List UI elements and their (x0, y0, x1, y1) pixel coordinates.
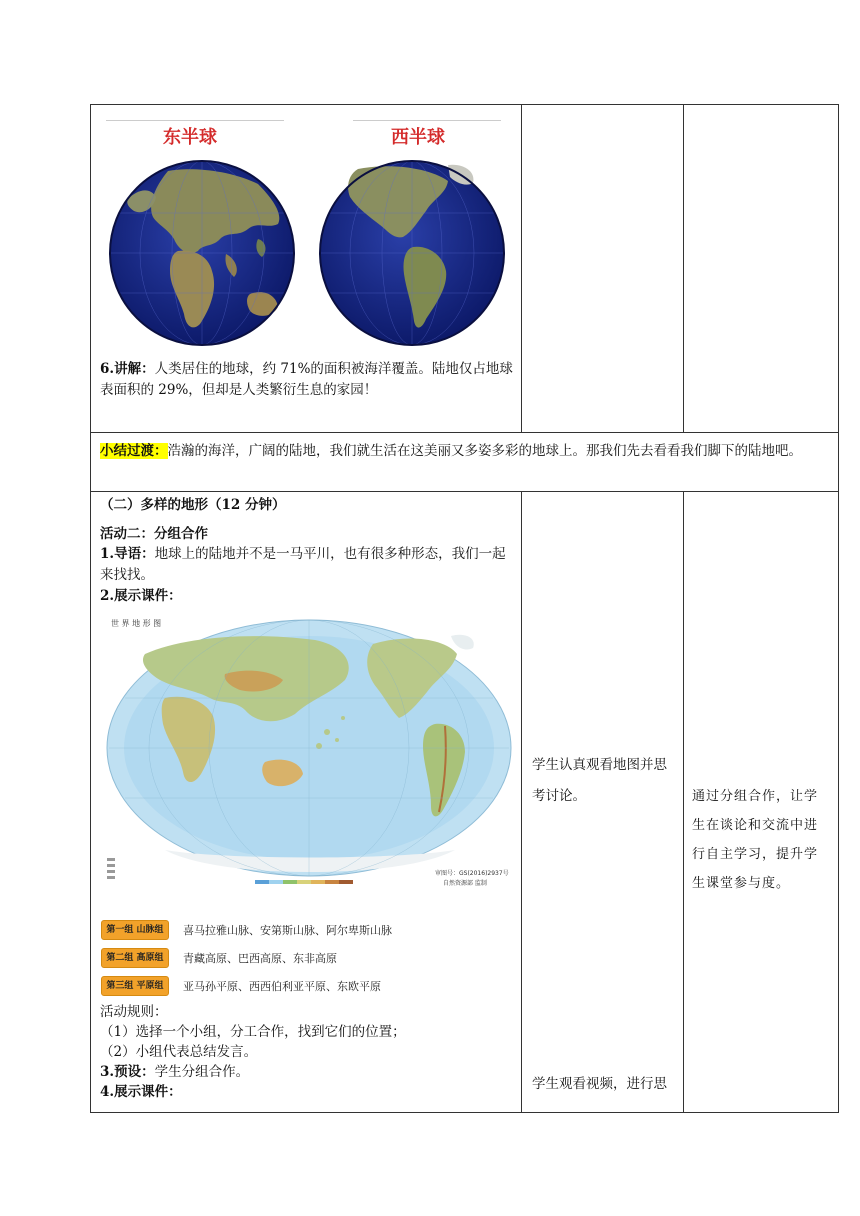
map-approval-number: 审图号：GS(2016)2937号 (435, 870, 509, 877)
activity-title: 活动二：分组合作 (100, 526, 208, 542)
step-3-paragraph (91, 1062, 255, 1083)
step-6-text: 人类居住的地球，约 71%的面积被海洋覆盖。陆地仅占地球表面积的 29%，但却是人类繁衍生息的家园！ (100, 361, 513, 398)
section-heading: （二）多样的地形（12 分钟） (100, 497, 286, 513)
step-1-paragraph (91, 544, 522, 586)
lesson-plan-table (90, 104, 839, 1113)
divider (353, 120, 501, 121)
table-row (91, 105, 839, 433)
group-badge: 第三组 平原组 (101, 976, 169, 996)
table-row (91, 492, 839, 1113)
map-issuer: 自然资源部 监制 (443, 880, 487, 887)
group-list (91, 916, 522, 1000)
rules-title: 活动规则： (100, 1004, 168, 1020)
teacher-activity-cell (91, 492, 522, 1113)
rule-2: （2）小组代表总结发言。 (100, 1044, 258, 1060)
group-badge: 第一组 山脉组 (101, 920, 169, 940)
design-intent-cell (684, 492, 839, 1113)
step-2-label: 2.展示课件： (100, 588, 182, 604)
group-item-plains (91, 972, 522, 1000)
rule-1: （1）选择一个小组，分工合作，找到它们的位置； (100, 1024, 406, 1040)
step-6-paragraph (91, 359, 522, 401)
west-hemisphere-title: 西半球 (391, 127, 445, 148)
step-1-text: 地球上的陆地并不是一马平川，也有很多种形态，我们一起来找找。 (100, 546, 506, 583)
step-6-label: 6.讲解： (100, 361, 155, 377)
map-title: 世 界 地 形 图 (111, 619, 162, 628)
design-intent-text: 通过分组合作，让学生在谈论和交流中进行自主学习，提升学生课堂参与度。 (692, 789, 819, 891)
group-targets: 亚马孙平原、西西伯利亚平原、东欧平原 (183, 980, 381, 993)
step-1-label: 1.导语： (100, 546, 155, 562)
transition-text: 浩瀚的海洋，广阔的陆地，我们就生活在这美丽又多姿多彩的地球上。那我们先去看看我们脚下的陆地吧。 (167, 443, 802, 459)
group-item-plateaus (91, 944, 522, 972)
world-terrain-map (105, 614, 513, 892)
east-hemisphere-globe (108, 159, 296, 347)
transition-label: 小结过渡： (100, 443, 168, 459)
student-activity-cell (522, 105, 684, 433)
step-3-text: 学生分组合作。 (154, 1064, 250, 1080)
transition-paragraph (91, 433, 838, 462)
transition-cell (91, 433, 839, 492)
east-hemisphere-title: 东半球 (163, 127, 217, 148)
table-row (91, 433, 839, 492)
group-badge: 第二组 高原组 (101, 948, 169, 968)
design-intent-cell (684, 105, 839, 433)
step-3-label: 3.预设： (100, 1064, 155, 1080)
west-hemisphere-globe (318, 159, 506, 347)
student-observe-text: 学生认真观看地图并思考讨论。 (532, 757, 667, 804)
group-targets: 青藏高原、巴西高原、东非高原 (183, 952, 337, 965)
elevation-legend (255, 880, 353, 884)
student-activity-cell (522, 492, 684, 1113)
student-video-text: 学生观看视频，进行思 (532, 1076, 667, 1092)
map-graphic (105, 614, 513, 892)
teacher-activity-cell (91, 105, 522, 433)
divider (106, 120, 284, 121)
map-legend-key (107, 858, 115, 879)
group-targets: 喜马拉雅山脉、安第斯山脉、阿尔卑斯山脉 (183, 924, 392, 937)
group-item-mountains (91, 916, 522, 944)
step-4-label: 4.展示课件： (100, 1084, 182, 1100)
